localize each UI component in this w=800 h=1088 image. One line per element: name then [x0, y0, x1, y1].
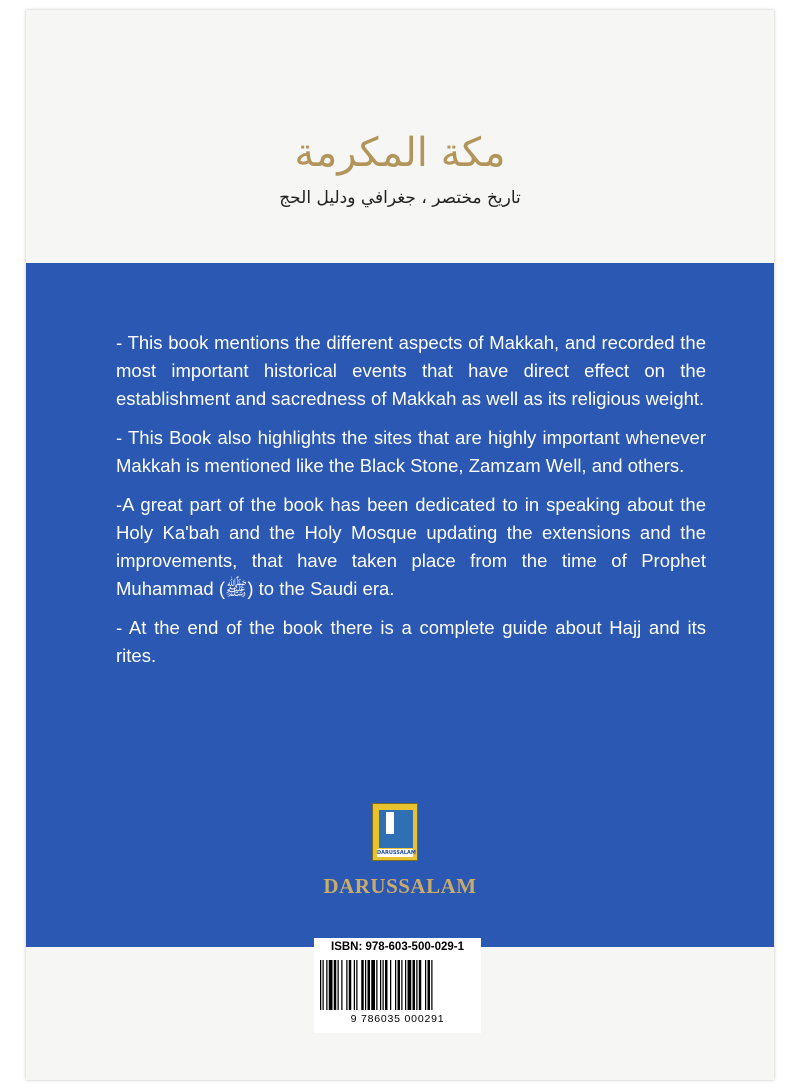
isbn-label: ISBN: 978-603-500-029-1 — [331, 941, 464, 953]
description-paragraph: - This Book also highlights the sites that are highly important whenever Makkah is mentioned like the Black Stone, Zamzam Well, and others. — [116, 427, 706, 476]
logo-caption: DARUSSALAM — [377, 850, 416, 856]
blue-description-panel — [26, 263, 774, 947]
arabic-subtitle: تاريخ مختصر ، جغرافي ودليل الحج — [279, 188, 521, 208]
description-paragraph: - At the end of the book there is a complete guide about Hajj and its rites. — [116, 617, 706, 666]
isbn-barcode — [314, 938, 481, 1033]
barcode-icon — [318, 960, 477, 1012]
barcode-number: 9 786035 000291 — [350, 1013, 445, 1025]
arabic-title: مكة المكرمة — [294, 130, 506, 176]
logo-field — [379, 810, 413, 848]
logo-minaret — [386, 812, 394, 834]
darussalam-logo-icon — [372, 803, 418, 861]
description-text — [116, 329, 706, 681]
description-paragraph: -A great part of the book has been dedicated to in speaking about the Holy Ka'bah and the Holy Mosque updating the extensions and the improvements, that have taken place from the time of Prophet Muhammad (ﷺ) to the Saudi era. — [116, 494, 706, 599]
publisher-name: DARUSSALAM — [323, 874, 477, 898]
book-back-cover — [26, 10, 774, 1080]
description-paragraph: - This book mentions the different aspects of Makkah, and recorded the most important historical events that have direct effect on the establishment and sacredness of Makkah as well as its religious weight. — [116, 332, 706, 409]
